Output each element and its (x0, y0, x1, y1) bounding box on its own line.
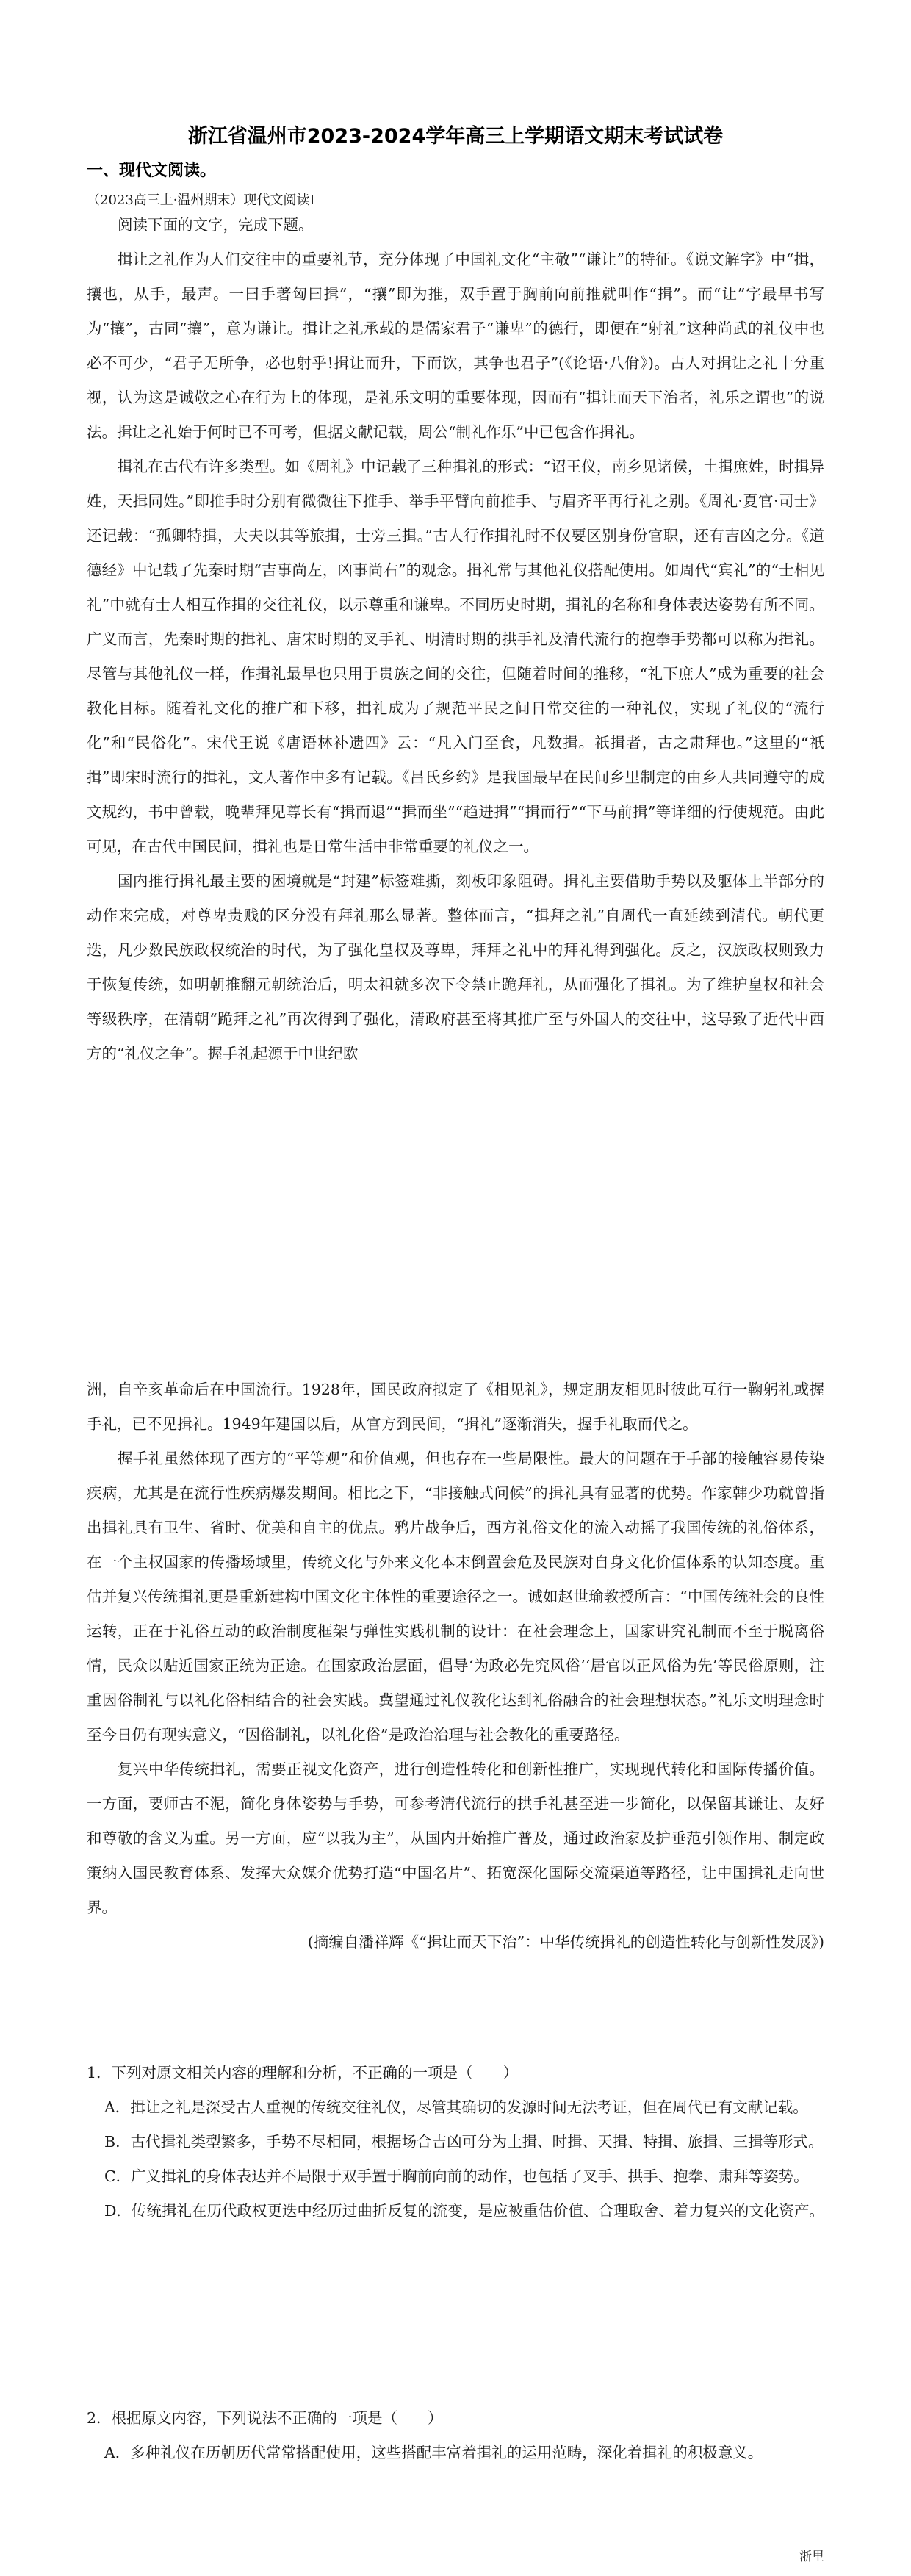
option-c[interactable]: C．广义揖礼的身体表达并不局限于双手置于胸前向前的动作，也包括了叉手、拱手、抱拳、肃拜等姿势。 (104, 2167, 809, 2185)
question-stem: 2．根据原文内容，下列说法不正确的一项是（ ） (87, 2409, 443, 2427)
question-stem: 1．下列对原文相关内容的理解和分析，不正确的一项是（ ） (87, 2064, 519, 2082)
paragraph: 国内推行揖礼最主要的困境就是“封建”标签难撕，刻板印象阻碍。揖礼主要借助手势以及躯体上半部分的动作来完成，对尊卑贵贱的区分没有拜礼那么显著。整体而言，“揖拜之礼”自周代一直延续到清代。朝代更迭，凡少数民族政权统治的时代，为了强化皇权及尊卑，拜拜之礼中的拜礼得到强化。反之，汉族政权则致力于恢复传统，如明朝推翻元朝统治后，明太祖就多次下令禁止跪拜礼，从而强化了揖礼。为了维护皇权和社会等级秩序，在清朝“跪拜之礼”再次得到了强化，清政府甚至将其推广至与外国人的交往中，这导致了近代中西方的“礼仪之争”。握手礼起源于中世纪欧 (87, 872, 824, 1062)
paragraph: 揖礼在古代有许多类型。如《周礼》中记载了三种揖礼的形式：“诏王仪，南乡见诸侯，土揖庶姓，时揖异姓，天揖同姓。”即推手时分别有微微往下推手、举手平臂向前推手、与眉齐平再行礼之别。《周礼·夏官·司士》还记载：“孤卿特揖，大夫以其等旅揖，士旁三揖。”古人行作揖礼时不仅要区别身份官职，还有吉凶之分。《道德经》中记载了先秦时期“吉事尚左，凶事尚右”的观念。揖礼常与其他礼仪搭配使用。如周代“宾礼”的“士相见礼”中就有士人相互作揖的交往礼仪，以示尊重和谦卑。不同历史时期，揖礼的名称和身体表达姿势有所不同。广义而言，先秦时期的揖礼、唐宋时期的叉手礼、明清时期的拱手礼及清代流行的抱拳手势都可以称为揖礼。尽管与其他礼仪一样，作揖礼最早也只用于贵族之间的交往，但随着时间的推移，“礼下庶人”成为重要的社会教化目标。随着礼文化的推广和下移，揖礼成为了规范平民之间日常交往的一种礼仪，实现了礼仪的“流行化”和“民俗化”。宋代王说《唐语林补遗四》云：“凡入门至食，凡数揖。祇揖者，古之肃拜也。”这里的“祇揖”即宋时流行的揖礼，文人著作中多有记载。《吕氏乡约》是我国最早在民间乡里制定的由乡人共同遵守的成文规约，书中曾载，晚辈拜见尊长有“揖而退”“揖而坐”“趋进揖”“揖而行”“下马前揖”等详细的行使规范。由此可见，在古代中国民间，揖礼也是日常生活中非常重要的礼仪之一。 (87, 458, 824, 855)
page-footer: 浙里 (799, 2550, 824, 2564)
instruction-text: 阅读下面的文字，完成下题。 (118, 216, 314, 234)
paragraph: 揖让之礼作为人们交往中的重要礼节，充分体现了中国礼文化“主敬”“谦让”的特征。《说文解字》中“揖，攘也，从手，最声。一曰手著匈曰揖”，“攘”即为推，双手置于胸前向前推就叫作“揖”。而“让”字最早书写为“攘”，古同“攘”，意为谦让。揖让之礼承载的是儒家君子“谦卑”的德行，即便在“射礼”这种尚武的礼仪中也必不可少，“君子无所争，必也射乎!揖让而升，下而饮，其争也君子”(《论语·八佾》)。古人对揖让之礼十分重视，认为这是诚敬之心在行为上的体现，是礼乐文明的重要体现，因而有“揖让而天下治者，礼乐之谓也”的说法。揖让之礼始于何时已不可考，但据文献记载，周公“制礼作乐”中已包含作揖礼。 (87, 251, 824, 441)
section-heading: 一、现代文阅读。 (87, 162, 217, 180)
paragraph: 复兴中华传统揖礼，需要正视文化资产，进行创造性转化和创新性推广，实现现代转化和国际传播价值。一方面，要师古不泥，简化身体姿势与手势，可参考清代流行的拱手礼甚至进一步简化，以保留其谦让、友好和尊敬的含义为重。另一方面，应“以我为主”，从国内开始推广普及，通过政治家及护垂范引领作用、制定政策纳入国民教育体系、发挥大众媒介优势打造“中国名片”、拓宽深化国际交流渠道等路径，让中国揖礼走向世界。 (87, 1760, 824, 1916)
paragraph: 洲，自辛亥革命后在中国流行。1928年，国民政府拟定了《相见礼》，规定朋友相见时彼此互行一鞠躬礼或握手礼，已不见揖礼。1949年建国以后，从官方到民间，“揖礼”逐渐消失，握手礼取而代之。 (87, 1381, 824, 1433)
passage-part-2 (87, 1372, 824, 1960)
option-b[interactable]: B．古代揖礼类型繁多，手势不尽相同，根据场合吉凶可分为土揖、时揖、天揖、特揖、旅揖、三揖等形式。 (104, 2133, 824, 2151)
paragraph: 握手礼虽然体现了西方的“平等观”和价值观，但也存在一些局限性。最大的问题在于手部的接触容易传染疾病，尤其是在流行性疾病爆发期间。相比之下，“非接触式问候”的揖礼具有显著的优势。作家韩少功就曾指出揖礼具有卫生、省时、优美和自主的优点。鸦片战争后，西方礼俗文化的流入动摇了我国传统的礼俗体系，在一个主权国家的传播场域里，传统文化与外来文化本末倒置会危及民族对自身文化价值体系的认知态度。重估并复兴传统揖礼更是重新建构中国文化主体性的重要途径之一。诚如赵世瑜教授所言：“中国传统社会的良性运转，正在于礼俗互动的政治制度框架与弹性实践机制的设计：在社会理念上，国家讲究礼制而不至于脱离俗情，民众以贴近国家正统为正途。在国家政治层面，倡导‘为政必先究风俗’‘居官以正风俗为先’等民俗原则，注重因俗制礼与以礼化俗相结合的社会实践。冀望通过礼仪教化达到礼俗融合的社会理想状态。”礼乐文明理念时至今日仍有现实意义，“因俗制礼，以礼化俗”是政治治理与社会教化的重要路径。 (87, 1450, 824, 1744)
option-a[interactable]: A．揖让之礼是深受古人重视的传统交往礼仪，尽管其确切的发源时间无法考证，但在周代已有文献记载。 (104, 2098, 808, 2116)
question-2 (87, 2401, 824, 2470)
passage-part-1 (87, 208, 824, 1071)
attribution: (摘编自潘祥辉《“揖让而天下治”：中华传统揖礼的创造性转化与创新性发展》) (307, 1933, 824, 1951)
source-note: （2023高三上·温州期末）现代文阅读I (87, 193, 315, 208)
page-title: 浙江省温州市2023-2024学年高三上学期语文期末考试试卷 (187, 125, 724, 148)
option-d[interactable]: D．传统揖礼在历代政权更迭中经历过曲折反复的流变，是应被重估价值、合理取舍、着力复兴的文化资产。 (104, 2202, 824, 2220)
option-a[interactable]: A．多种礼仪在历朝历代常常搭配使用，这些搭配丰富着揖礼的运用范畴，深化着揖礼的积极意义。 (104, 2444, 763, 2461)
question-1 (87, 2056, 824, 2228)
